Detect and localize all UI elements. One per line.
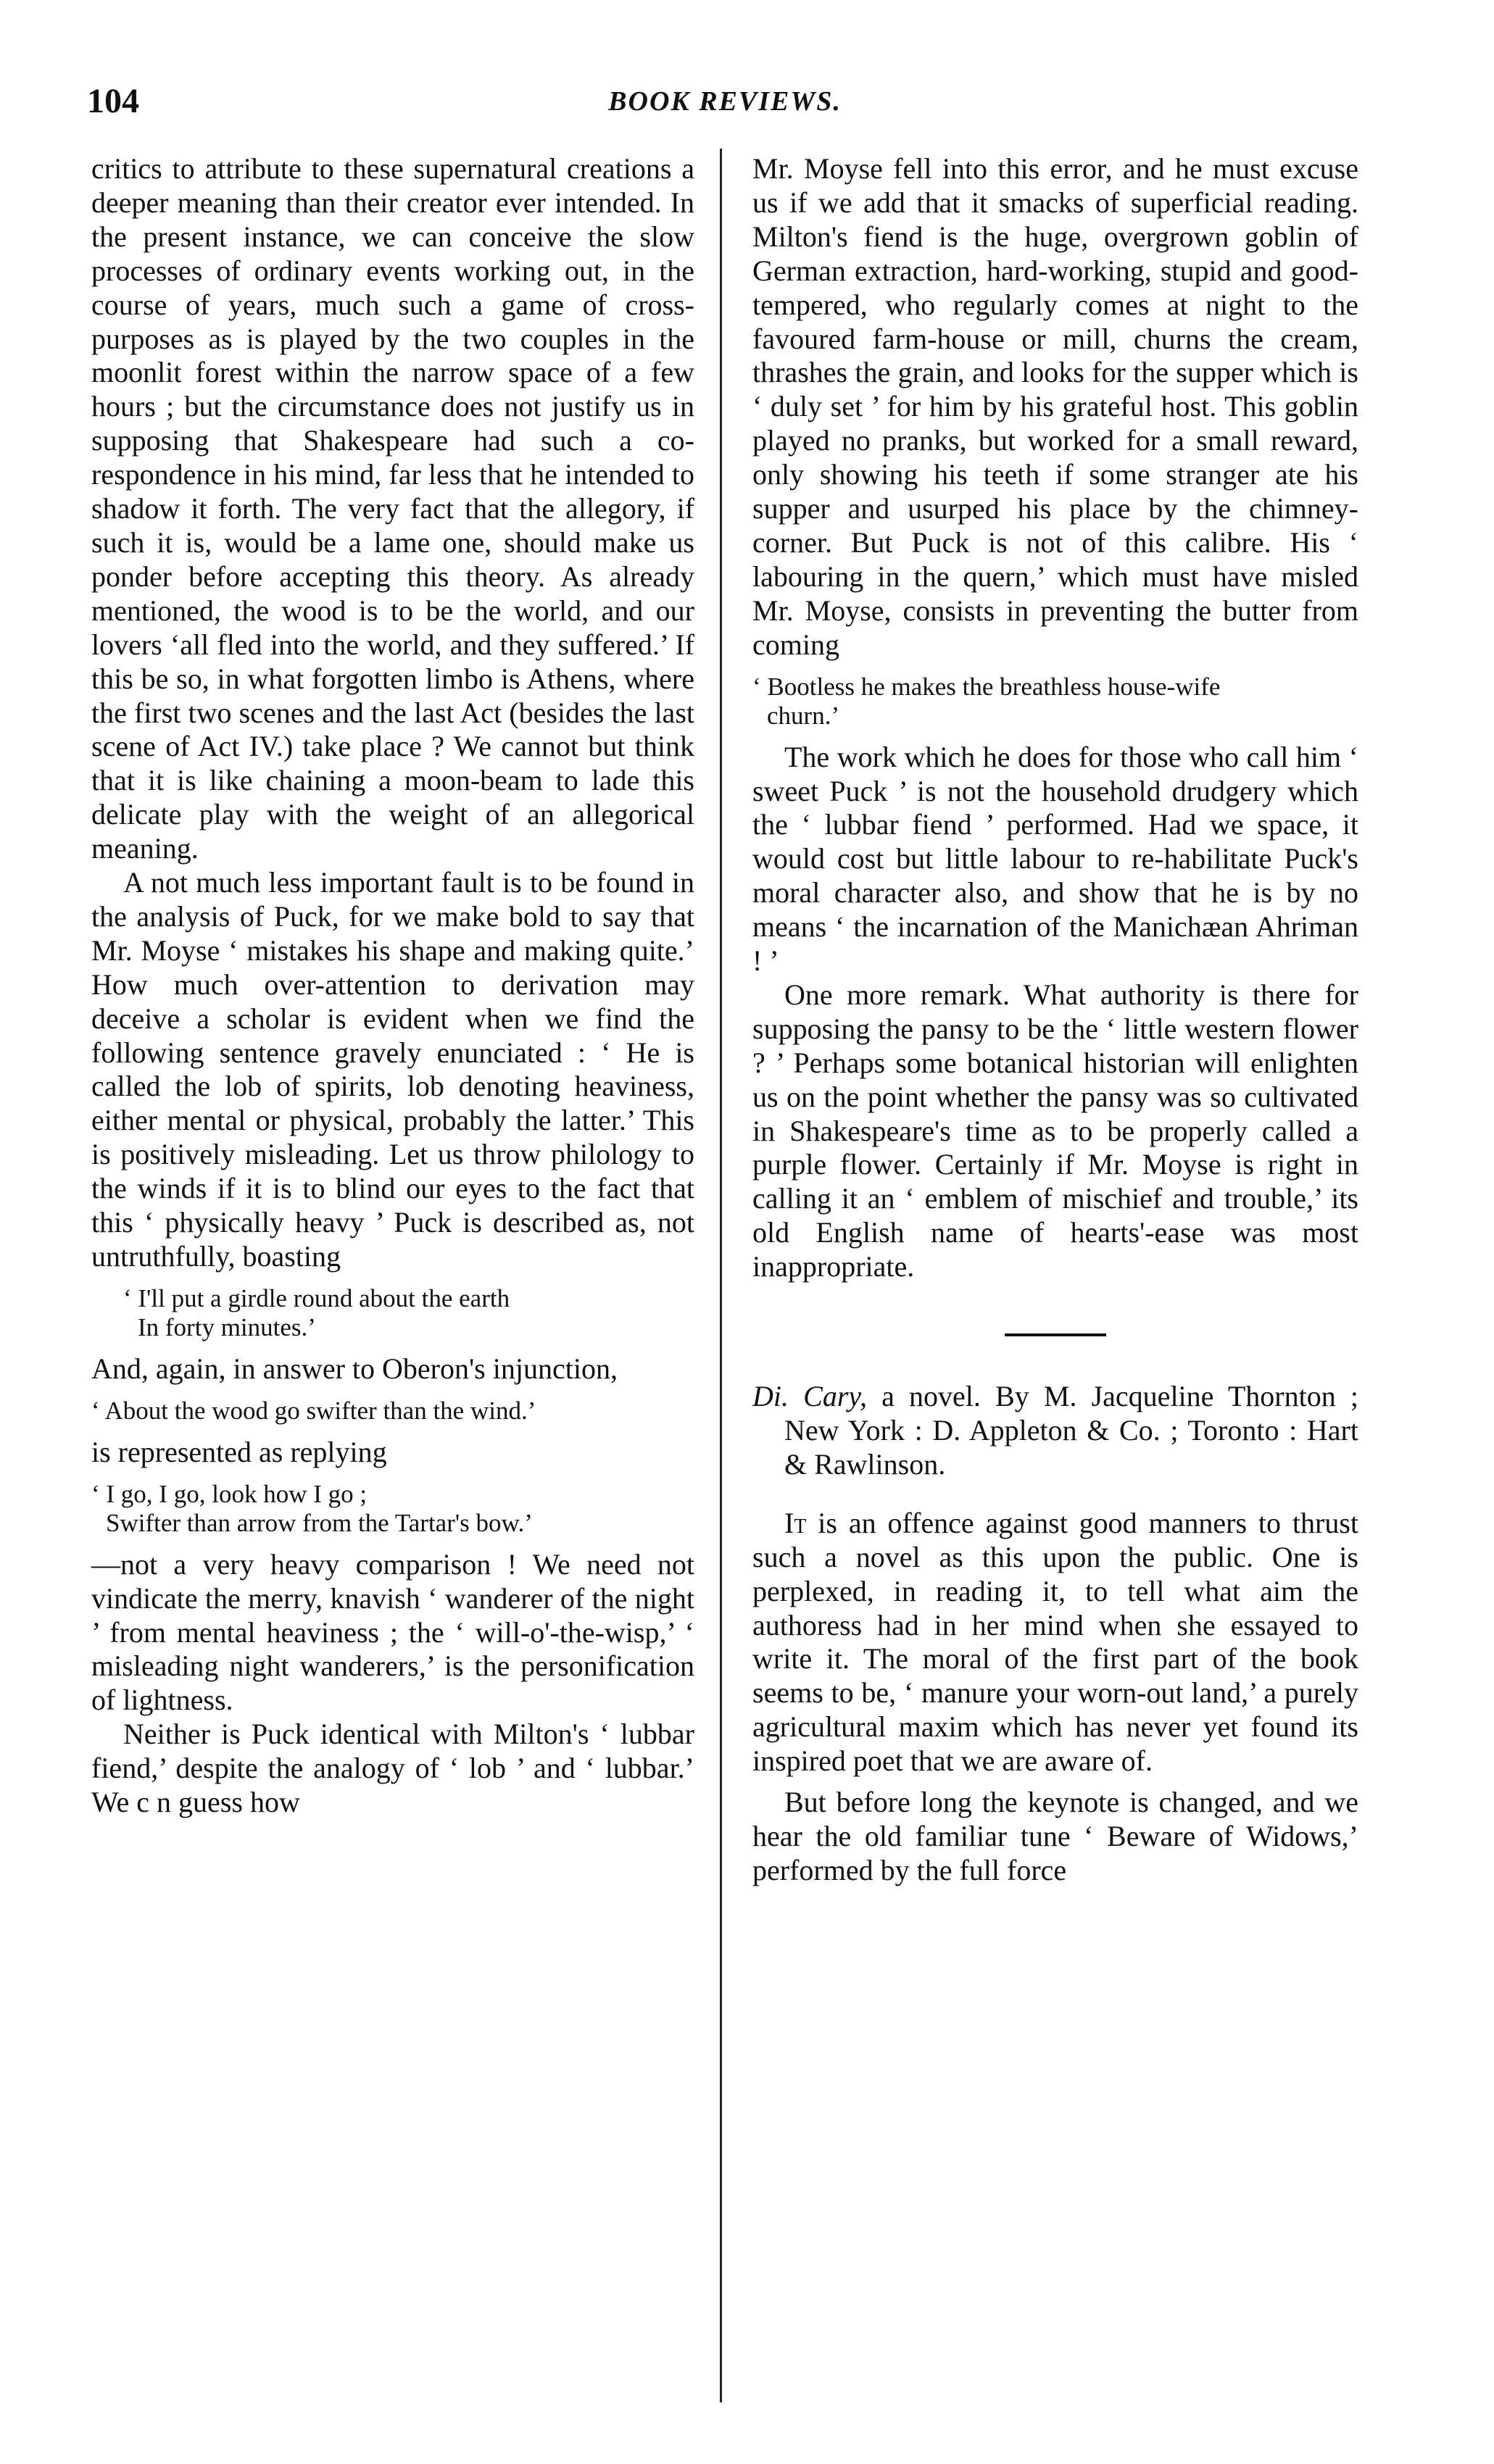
- quote-line: Swifter than arrow from the Tartar's bow.’: [106, 1508, 533, 1537]
- paragraph: Neither is Puck identical with Milton's ‘ lubbar fiend,’ despite the analogy of ‘ lob ’ and ‘ lubbar.’ We c n guess how: [91, 1718, 694, 1819]
- review-lead-word: It: [784, 1506, 807, 1539]
- paragraph: critics to attribute to these supernatural creations a deeper meaning than their creator ever intended. In the present instance, we can conceive the slow processes of ordinary events working out, in the course of years, much such a game of cross-purposes as is played by the two couples in the moonlit forest within the narrow space of a few hours ; but the circumstance does not justify us in supposing that Shakespeare had such a co-respondence in his mind, far less that he intended to shadow it forth. The very fact that the allegory, if such it is, would be a lame one, should make us ponder before accepting this theory. As already mentioned, the wood is to be the world, and our lovers ‘all fled into the world, and they suffered.’ If this be so, in what forgotten limbo is Athens, where the first two scenes and the last Act (besides the last scene of Act IV.) take place ? We cannot but think that it is like chaining a moon-beam to lade this delicate play with the weight of an allegorical meaning.: [91, 152, 694, 865]
- section-separator: [1005, 1333, 1106, 1336]
- block-quote: [123, 1284, 694, 1342]
- quote-line: ‘ I'll put a girdle round about the earth: [123, 1283, 510, 1312]
- block-quote: [91, 1397, 694, 1425]
- review-book-details: a novel. By M. Jacqueline Thornton ; New York : D. Appleton & Co. ; Toronto : Hart & Rawlinson.: [784, 1380, 1358, 1481]
- running-title: BOOK REVIEWS.: [608, 86, 842, 117]
- quote-line: ‘ Bootless he makes the breathless house-wife: [752, 672, 1221, 701]
- review-paragraph-text: is an offence against good manners to thrust such a novel as this upon the public. One is perplexed, in reading it, to tell what aim the authoress had in her mind when she essayed to write it. The moral of the first part of the book seems to be, ‘ manure your worn-out land,’ a purely agricultural maxim which has never yet found its inspired poet that we are aware of.: [752, 1506, 1358, 1778]
- paragraph: Mr. Moyse fell into this error, and he must excuse us if we add that it smacks of superficial reading. Milton's fiend is the huge, overgrown goblin of German extraction, hard-working, stupid and good-tempered, who regularly comes at night to the favoured farm-house or mill, churns the cream, thrashes the grain, and looks for the supper which is ‘ duly set ’ for him by his grateful host. This goblin played no pranks, but worked for a small reward, only showing his teeth if some stranger ate his supper and usurped his place by the chimney-corner. But Puck is not of this calibre. His ‘ labouring in the quern,’ which must have misled Mr. Moyse, consists in preventing the butter from coming: [752, 152, 1358, 661]
- paragraph: A not much less important fault is to be found in the analysis of Puck, for we make bold to say that Mr. Moyse ‘ mistakes his shape and making quite.’ How much over-attention to derivation may deceive a scholar is evident when we find the following sentence gravely enunciated : ‘ He is called the lob of spirits, lob denoting heaviness, either mental or physical, probably the latter.’ This is positively misleading. Let us throw philology to the winds if it is to blind our eyes to the fact that this ‘ physically heavy ’ Puck is described as, not untruthfully, boasting: [91, 866, 694, 1273]
- review-paragraph-text: But before long the keynote is changed, and we hear the old familiar tune ‘ Beware of Widows,’ performed by the full force: [752, 1786, 1358, 1886]
- quote-line: In forty minutes.’: [138, 1312, 316, 1341]
- review-paragraph: [752, 1507, 1358, 1778]
- paragraph: One more remark. What authority is there for supposing the pansy to be the ‘ little western flower ? ’ Perhaps some botanical historian will enlighten us on the point whether the pansy was so cultivated in Shakespeare's time as to be properly called a purple flower. Certainly if Mr. Moyse is right in calling it an ‘ emblem of mischief and trouble,’ its old English name of hearts'-ease was most inappropriate.: [752, 978, 1358, 1283]
- review-book-title: Di. Cary,: [752, 1380, 867, 1413]
- block-quote: [91, 1480, 694, 1538]
- right-column: [752, 152, 1358, 1888]
- review-heading: [752, 1380, 1358, 1482]
- right-column-text: [752, 152, 1358, 1284]
- review-body: [752, 1507, 1358, 1888]
- paragraph: The work which he does for those who call him ‘ sweet Puck ’ is not the household drudgery which the ‘ lubbar fiend ’ performed. Had we space, it would cost but little labour to re-habilitate Puck's moral character also, and show that he is by no means ‘ the incarnation of the Manichæan Ahriman ! ’: [752, 740, 1358, 978]
- column-divider: [720, 149, 722, 2402]
- quote-line: ‘ About the wood go swifter than the wind.’: [91, 1396, 536, 1425]
- review-paragraph: [752, 1786, 1358, 1888]
- page-number: 104: [87, 82, 139, 120]
- paragraph: And, again, in answer to Oberon's injunction,: [91, 1352, 618, 1385]
- quote-line: churn.’: [767, 701, 840, 730]
- quote-line: ‘ I go, I go, look how I go ;: [91, 1479, 368, 1508]
- paragraph: —not a very heavy comparison ! We need not vindicate the merry, knavish ‘ wanderer of the night ’ from mental heaviness ; the ‘ will-o'-the-wisp,’ ‘ misleading night wanderers,’ is the personification of lightness.: [91, 1547, 694, 1717]
- page-header: [87, 74, 1363, 125]
- paragraph: is represented as replying: [91, 1435, 387, 1468]
- left-column: [91, 152, 694, 1820]
- block-quote: [752, 673, 1358, 731]
